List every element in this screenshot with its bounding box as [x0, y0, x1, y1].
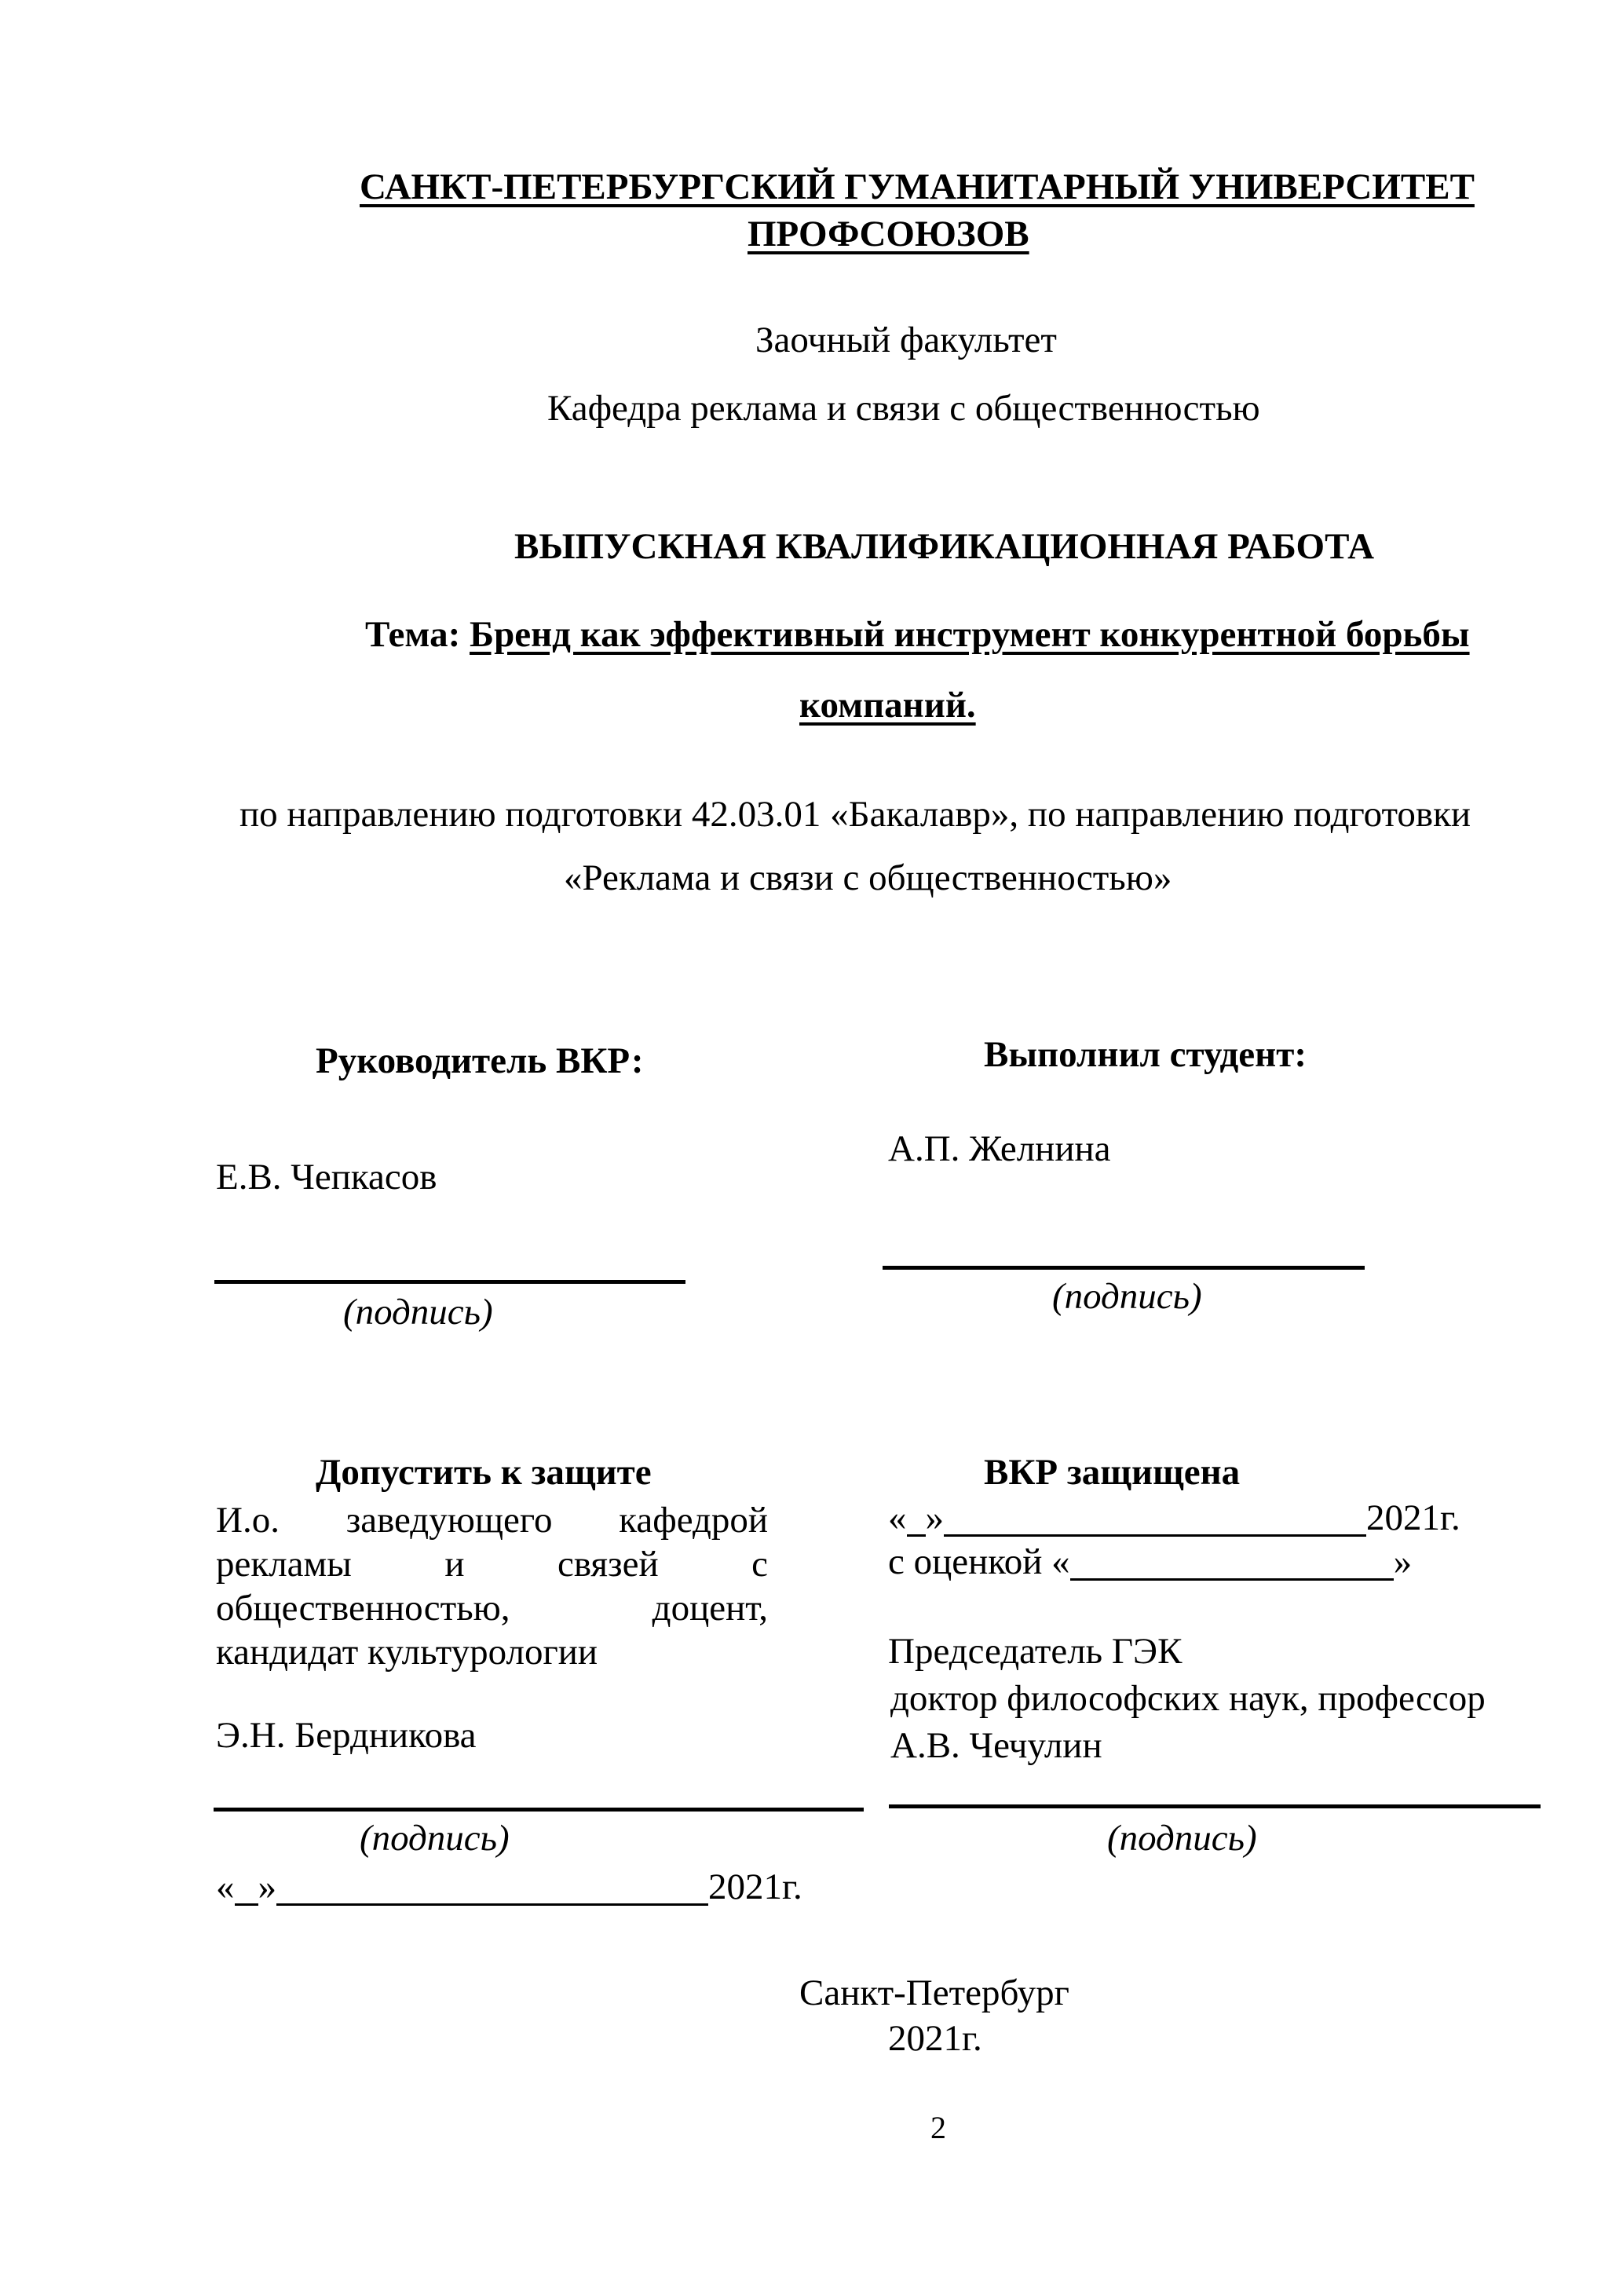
supervisor-signature-caption: (подпись) [343, 1292, 493, 1333]
position-line-4: кандидат культурологии [216, 1632, 598, 1673]
position-line-1: И.о. заведующего кафедрой [216, 1500, 769, 1541]
admission-signature-line [214, 1808, 864, 1812]
topic-title: Бренд как эффективный инструмент конкурентной борьбы [470, 614, 1470, 655]
admission-day-blank[interactable] [235, 1875, 258, 1906]
defense-date: « » 2021г. [888, 1497, 1460, 1538]
student-signature-line [883, 1266, 1365, 1270]
direction-line1: по направлению подготовки 42.03.01 «Бакалавр», по направлению подготовки [239, 794, 1471, 835]
admission-signature-caption: (подпись) [360, 1818, 510, 1859]
defense-grade: с оценкой « » [888, 1541, 1413, 1582]
supervisor-name: Е.В. Чепкасов [216, 1157, 437, 1197]
university-name-line1: САНКТ-ПЕТЕРБУРГСКИЙ ГУМАНИТАРНЫЙ УНИВЕРСИТЕТ [360, 166, 1475, 207]
topic-line [365, 616, 1470, 653]
admission-approver-name: Э.Н. Бердникова [216, 1715, 477, 1756]
student-signature-caption: (подпись) [1052, 1276, 1202, 1317]
chair-name: А.В. Чечулин [890, 1725, 1102, 1766]
admission-heading: Допустить к защите [316, 1452, 652, 1493]
defense-heading: ВКР защищена [984, 1452, 1241, 1493]
city: Санкт-Петербург [799, 1972, 1069, 2013]
defense-day-blank[interactable] [907, 1506, 926, 1537]
admission-month-blank[interactable] [276, 1875, 708, 1906]
year: 2021г. [888, 2018, 982, 2059]
university-name-line2: ПРОФСОЮЗОВ [748, 214, 1029, 254]
chair-signature-caption: (подпись) [1107, 1818, 1257, 1859]
topic-label: Тема: [365, 614, 461, 655]
page-number: 2 [930, 2110, 946, 2145]
department-name: Кафедра реклама и связи с общественностью [547, 388, 1260, 429]
admission-date: « » 2021г. [216, 1866, 802, 1907]
chair-signature-line [889, 1804, 1541, 1808]
supervisor-heading: Руководитель ВКР: [316, 1040, 644, 1081]
admission-position [216, 1498, 768, 1674]
topic-title-continued: компаний. [799, 685, 976, 726]
student-name: А.П. Желнина [888, 1128, 1111, 1169]
defense-month-blank[interactable] [944, 1506, 1366, 1537]
position-line-2: рекламы и связей с [216, 1544, 769, 1585]
chair-degree: доктор философских наук, профессор [890, 1678, 1486, 1719]
work-type-title: ВЫПУСКНАЯ КВАЛИФИКАЦИОННАЯ РАБОТА [514, 526, 1375, 567]
faculty-name: Заочный факультет [755, 320, 1057, 360]
grade-blank[interactable] [1070, 1550, 1394, 1581]
chair-title: Председатель ГЭК [888, 1631, 1183, 1672]
supervisor-signature-line [214, 1280, 685, 1284]
direction-line2: «Реклама и связи с общественностью» [564, 857, 1172, 898]
student-heading: Выполнил студент: [984, 1034, 1307, 1075]
position-line-3: общественностью, доцент, [216, 1588, 768, 1629]
